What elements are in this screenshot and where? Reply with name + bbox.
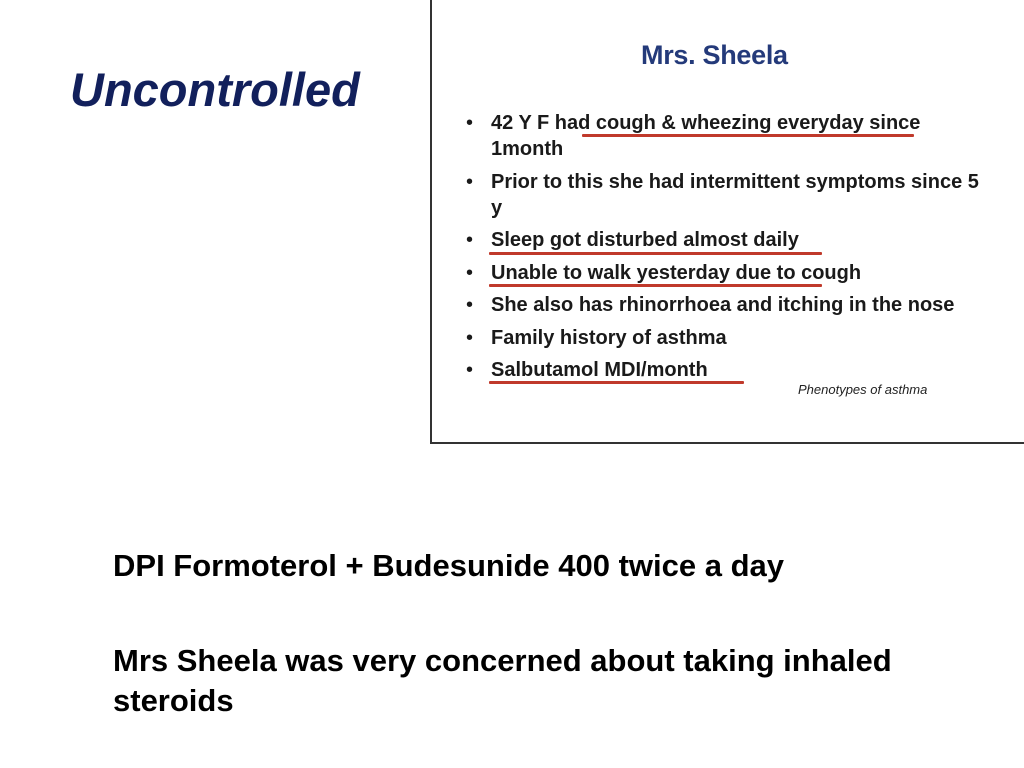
source-note: Phenotypes of asthma: [798, 382, 928, 397]
highlight-underline: [489, 284, 822, 287]
symptom-text: Sleep got disturbed almost daily: [491, 229, 799, 251]
symptom-text: Salbutamol MDI/month: [491, 359, 708, 381]
symptom-text: Unable to walk yesterday due to cough: [491, 261, 862, 284]
bullet-icon: •: [466, 170, 474, 193]
bullet-icon: •: [466, 229, 474, 251]
bullet-icon: •: [466, 261, 474, 284]
bullet-icon: •: [466, 359, 474, 381]
highlight-underline: [582, 134, 914, 137]
bullet-icon: •: [466, 294, 474, 316]
symptom-item: [466, 357, 991, 383]
case-card-heading: Mrs. Sheela: [641, 40, 788, 70]
symptom-list: [466, 110, 991, 390]
symptom-item: [466, 260, 991, 286]
slide-title: Uncontrolled: [70, 63, 360, 116]
symptom-item: [466, 227, 991, 253]
symptom-text: Family history of asthma: [491, 326, 727, 349]
bullet-icon: •: [466, 112, 474, 134]
symptom-item: [466, 292, 991, 318]
symptom-item: [466, 169, 991, 221]
case-card-image: [430, 0, 1024, 444]
bullet-icon: •: [466, 326, 474, 349]
symptom-item: [466, 325, 991, 351]
highlight-underline: [489, 252, 822, 255]
concern-text: Mrs Sheela was very concerned about taking inhaled steroids: [113, 643, 892, 719]
symptom-text: Prior to this she had intermittent symptoms since 5 y: [491, 170, 979, 219]
highlight-underline: [489, 381, 744, 384]
symptom-text: 42 Y F had cough & wheezing everyday since 1month: [491, 112, 921, 160]
symptom-text: She also has rhinorrhoea and itching in the nose: [491, 294, 955, 316]
treatment-text: DPI Formoterol + Budesunide 400 twice a day: [113, 548, 784, 583]
